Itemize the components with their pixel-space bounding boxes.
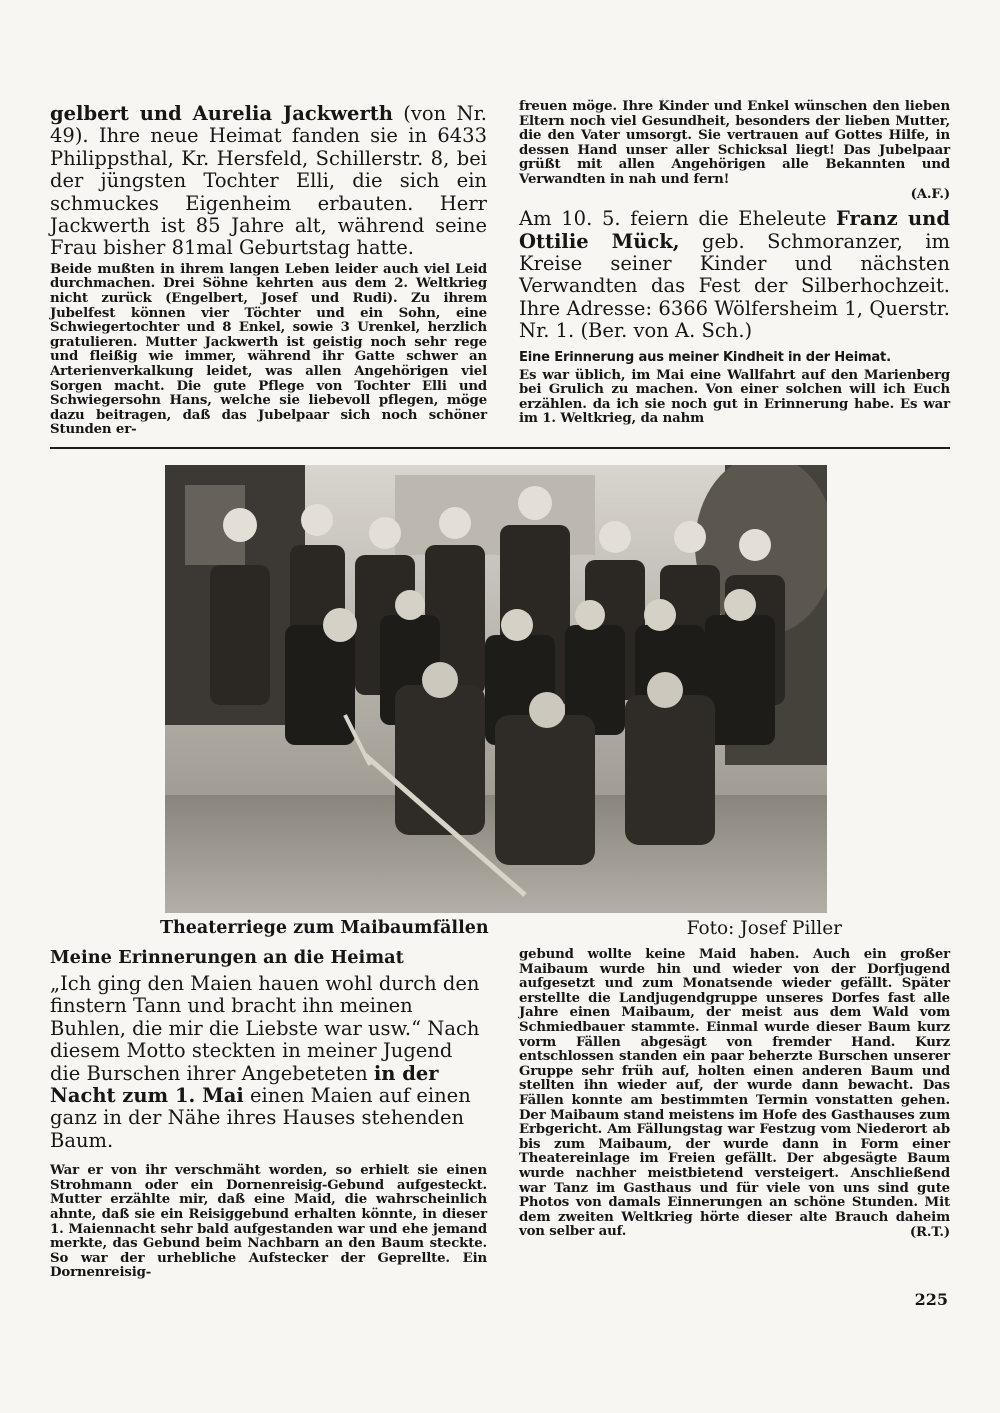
quote-part-2: einen Maien auf einen ganz in der Nähe ihres Hauses stehenden Baum.	[50, 1084, 471, 1152]
maibaum-body: gebund wollte keine Maid haben. Auch ein großer Maibaum wurde hin und wieder von der Dorfjugend aufgesetzt und zum Monatsende wieder gefällt. Später erstellte die Landjugendgruppe unseres Dorfes fast alle Jahre einen Maibaum, der meist aus dem Wald vom Schmiedbauer stammte. Einmal wurde dieser Baum kurz vorm Fällen abgesägt von fremder Hand. Kurz entschlossen standen ein paar beherzte Burschen unserer Gruppe sehr früh auf, holten einen anderen Baum und stellten ihn wieder auf, der wurde dann bewacht. Das Fällen konnte am bestimmten Termin vonstatten gehen. Der Maibaum stand meistens im Hofe des Gasthauses zum Erbgericht. Am Fällungstag war Festzug vom Niederort ab bis zum Maibaum, der wurde dann in Form einer Theatereinlage im Freien gefällt. Der abgesägte Baum wurde nachher meistbietend versteigert. Anschließend war Tanz im Gasthaus und für viele von uns sind gute Photos von damals Einnerungen an schöne Stunden. Mit dem zweiten Weltkrieg hörte dieser alte Brauch daheim von selber auf.	[519, 947, 950, 1240]
jackwerth-body: Beide mußten in ihrem langen Leben leider auch viel Leid durchmachen. Drei Söhne kehrten aus dem 2. Weltkrieg nicht zurück (Engelbert, Josef und Rudi). Zu ihrem Jubelfest können vier Töchter und ein Sohn, eine Schwiegertochter und 8 Enkel, sowie 3 Urenkel, herzlich gratulieren. Mutter Jackwerth ist geistig noch sehr rege und fleißig wie immer, während ihr Gatte schwer an Arterienverkalkung leidet, was allen Angehörigen viel Sorgen macht. Die gute Pflege von Tochter Elli und Schwiegersohn Hans, welche sie liebevoll pflegen, möge dazu beitragen, daß das Jubelpaar sich noch schöner Stunden er-	[50, 261, 487, 438]
jackwerth-intro	[50, 103, 487, 260]
group-photo	[165, 465, 827, 913]
quote-part-1: „Ich ging den Maien hauen wohl durch den finstern Tann und bracht ihn meinen Buhlen, die mir die Liebste war usw.“ Nach diesem Motto steckten in meiner Jugend die Burschen ihrer Angebeteten	[50, 972, 480, 1085]
article-jackwerth	[50, 103, 487, 438]
kindheit-body: Es war üblich, im Mai eine Wallfahrt auf den Marienberg bei Grulich zu machen. Von einer solchen will ich Euch erzählen. da ich sie noch gut in Erinnerung habe. Es war im 1. Weltkrieg, da nahm	[519, 367, 950, 427]
muck-details: geb. Schmoranzer, im Kreise seiner Kinder und nächsten Verwandten das Fest der Silberhochzeit. Ihre Adresse: 6366 Wölfersheim 1, Querstr. Nr. 1. (Ber. von A. Sch.)	[519, 229, 951, 343]
muck-intro: Am 10. 5. feiern die Eheleute	[519, 207, 837, 231]
page-number: 225	[914, 1290, 948, 1309]
article-maibaum	[519, 948, 950, 1240]
theater-group-photo-illustration	[165, 465, 827, 913]
kindheit-heading: Eine Erinnerung aus meiner Kindheit in der Heimat.	[519, 349, 891, 365]
erinnerungen-heading: Meine Erinnerungen an die Heimat	[50, 947, 404, 968]
jackwerth-names: gelbert und Aurelia Jackwerth	[50, 102, 393, 125]
section-divider	[50, 447, 950, 449]
erinnerungen-body: War er von ihr verschmäht worden, so erhielt sie einen Strohmann oder ein Dornenreisig-Gebund aufgesteckt. Mutter erzählte mir, daß eine Maid, die wahrscheinlich ahnte, daß sie ein Reisiggebund erhalten könnte, in dieser 1. Maiennacht sehr bald aufgestanden war und ehe jemand merkte, das Gebund beim Nachbarn an den Baum steckte. So war der urhebliche Aufstecker der Geprellte. Ein Dornenreisig-	[50, 1163, 487, 1281]
photo-caption: Theaterriege zum Maibaumfällen	[160, 918, 489, 938]
muck-paragraph	[519, 208, 950, 342]
quote-emphasis: in der Nacht zum 1. Mai	[50, 1061, 439, 1108]
erinnerungen-quote	[50, 973, 487, 1152]
jackwerth-continuation: freuen möge. Ihre Kinder und Enkel wünschen den lieben Eltern noch viel Gesundheit, besonders der lieben Mutter, die den Vater umsorgt. Sie vertrauen auf Gottes Hilfe, in dessen Hand unser aller Schicksal liegt! Das Jubelpaar grüßt mit allen Angehörigen alle Bekannten und Verwandten in nah und fern!	[519, 99, 950, 187]
photo-credit: Foto: Josef Piller	[686, 918, 842, 939]
jackwerth-intro-text: (von Nr. 49). Ihre neue Heimat fanden sie in 6433 Philippsthal, Kr. Hersfeld, Schillerstr. 8, bei der jüngsten Tochter Elli, die sich ein schmuckes Eigenheim erbauten. Herr Jackwerth ist 85 Jahre alt, während seine Frau bisher 81mal Geburtstag hatte.	[50, 102, 487, 260]
signature-af: (A.F.)	[910, 186, 950, 202]
article-erinnerungen	[50, 947, 487, 1281]
article-muck	[519, 100, 950, 427]
muck-names: Franz und Ottilie Mück,	[519, 207, 950, 253]
signature-rt: (R.T.)	[909, 1224, 950, 1240]
